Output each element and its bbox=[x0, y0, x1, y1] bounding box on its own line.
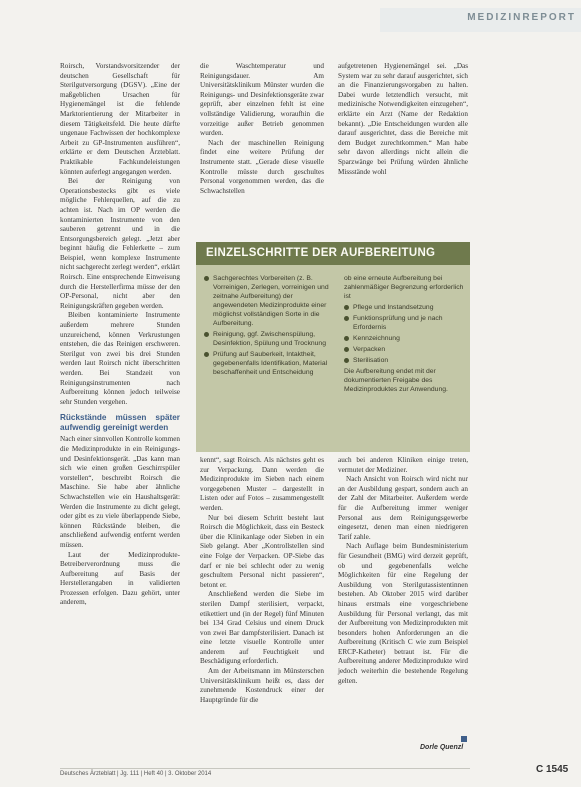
list-item bbox=[344, 314, 470, 332]
section-label: MEDIZINREPORT bbox=[467, 12, 576, 23]
subheading: Rückstände müssen später aufwendig gereinigt werden bbox=[60, 413, 180, 433]
list-intro-text: ob eine erneute Aufbereitung bei zahlenmäßiger Begrenzung erforderlich ist bbox=[344, 275, 464, 300]
list-item-text: Pflege und Instandsetzung bbox=[353, 304, 434, 311]
list-item bbox=[344, 334, 470, 343]
article-column-1 bbox=[60, 62, 180, 608]
list-item-text: Prüfung auf Sauberkeit, Intaktheit, gegebenenfalls Identifikation, Material beschaffenheit und Entscheidung bbox=[213, 351, 328, 376]
body-paragraph: Bleiben kontaminierte Instrumente außerdem mehrere Stunden unzureichend, können Verkrustungen entstehen, die das Reinigen erschweren. Sterilgut von zwei bis drei Stunden werden laut Roirsch nicht überschritten werden. Bei Standzeit von Reinigungsinstrumenten nach Aufbereitung können jedoch teilweise sehr Stunden vergehen. bbox=[60, 311, 180, 406]
bullet-icon bbox=[344, 316, 349, 321]
body-paragraph: Bei der Reinigung von Operationsbestecks gibt es viele mögliche Fehlerquellen, auf die zu achten ist. Nach im OP werden die kontaminierten Instrumente von den sauberen getrennt und in die Entsorgungsbereich gelegt. „Jetzt aber beginnt häufig die Fehlerkette – zum Beispiel, wenn komplexe Instrumente nicht sachgerecht zerlegt werden“, erklärt Roirsch. Eine entsprechende Einweisung durch die Herstellerfirma müsse der den OP-Personal, nicht aber den Reinigungskräften gegeben werden. bbox=[60, 177, 180, 310]
author-name: Dorle Quenzl bbox=[420, 744, 464, 751]
body-paragraph: Nur bei diesem Schritt besteht laut Roirsch die Möglichkeit, dass ein Besteck über die Klinikanlage oder Sieben in ein Sieb gelangt. Aber „Kontrollstellen sind eine Folge der Verpacken. OP-Siebe das darf er nie bei schlecht oder zu wenig geschultem Personal nicht passieren“, betont er. bbox=[200, 513, 324, 589]
bullet-icon bbox=[204, 276, 209, 281]
body-paragraph: Nach Auflage beim Bundesministerium für Gesundheit (BMG) wird derzeit geprüft, ob und gegebenenfalls welche Möglichkeiten für eine Regelung der Ausbildung von Sterilgutassistentinnen bestehen. Ab Oktober 2015 wird darüber hinaus erstmals eine vorgeschriebene Ausbildung für Personal verlangt, das mit der Aufbereitung von Medizinprodukten mit besonders hohen Anforderungen an die Aufbereitung (Kritisch C wie zum Beispiel ERCP-Katheter) betraut ist. Für die Aufbereitung anderer Medizinprodukte wird jedoch weiterhin die bestehende Regelung gelten. bbox=[338, 542, 468, 685]
body-paragraph: Nach einer sinnvollen Kontrolle kommen die Medizinprodukte in ein Reinigungs- und Desinfektionsgerät. „Das kann man sich wie einen großen Geschirrspüler vorstellen“, beschreibt Roirsch die Maschine. Sie habe aber ähnliche Schwachstellen wie ein Haushaltsgerät: Werden die Instrumente zu dicht gelegt, oder gibt es zu viele überlappende Siebe, können Rückstände bleiben, die anschließend aufwendig entfernt werden müssen. bbox=[60, 435, 180, 549]
list-item bbox=[204, 274, 332, 328]
body-paragraph: die Waschtemperatur und Reinigungsdauer. Am Universitätsklinikum Münster wurden die Reinigungs- und Desinfektionsgeräte zwar geprüft, aber einzelnen fehlt ist eine vollständige Validierung, woraufhin die vorzeitige außer Betrieb genommen wurden. bbox=[200, 62, 324, 138]
bullet-icon bbox=[344, 358, 349, 363]
body-paragraph: Am der Arbeitsmann im Münsterschen Universitätsklinikum heißt es, dass der zunehmende Kostendruck einer der Hauptgründe für die bbox=[200, 667, 324, 704]
page-footer: Deutsches Ärzteblatt | Jg. 111 | Heft 40 | 3. Oktober 2014 bbox=[60, 768, 470, 777]
article-column-3-lower bbox=[338, 456, 468, 686]
bullet-icon bbox=[204, 352, 209, 357]
list-item-text: Kennzeichnung bbox=[353, 335, 400, 342]
list-outro-text: Die Aufbereitung endet mit der dokumentierten Freigabe des Medizinproduktes zur Anwendung. bbox=[344, 368, 448, 393]
info-box-title: EINZELSCHRITTE DER AUFBEREITUNG bbox=[196, 242, 470, 265]
list-item bbox=[344, 303, 470, 312]
list-item-text: Funktionsprüfung und je nach Erfordernis bbox=[353, 315, 443, 331]
bullet-icon bbox=[204, 332, 209, 337]
body-paragraph: Nach der maschinellen Reinigung findet eine weitere Prüfung der Instrumente statt. „Gerade diese visuelle Kontrolle müsste durch geschultes Personal vorgenommen werden, das die Schwachstellen bbox=[200, 138, 324, 195]
bullet-icon bbox=[344, 336, 349, 341]
section-header-band bbox=[380, 8, 581, 32]
list-item bbox=[204, 350, 332, 377]
list-item-text: Sachgerechtes Vorbereiten (z. B. Vorreinigen, Zerlegen, vorreinigen und zeitnahe Aufbereitung) der angewendeten Medizinprodukte einer möglichst vollständigen Sorte in die Aufbereitung. bbox=[213, 275, 329, 327]
article-column-2-lower bbox=[200, 456, 324, 705]
body-paragraph: Roirsch, Vorstandsvorsitzender der deutschen Gesellschaft für Sterilgutversorgung (DGSV). „Eine der maßgeblichen Ursachen für Hygienemängel ist die fehlende Marktorientierung der Mitarbeiter in diesem Tätigkeitsfeld. Die heute dürfte ungenaue Fachwissen der hochkomplexe Arbeit zu GP-Instrumenten ausführen“, erklärte er dem Deutschen Ärzteblatt. Praktikable Fachkundeleistungen könnten auferlegt angegangen werden. bbox=[60, 62, 180, 176]
info-box bbox=[196, 242, 470, 452]
info-box-content bbox=[204, 274, 462, 444]
list-item bbox=[344, 345, 470, 354]
list-item-text: Reinigung, ggf. Zwischenspülung, Desinfektion, Spülung und Trocknung bbox=[213, 331, 326, 347]
article-end-mark bbox=[461, 736, 467, 742]
article-column-3 bbox=[338, 62, 468, 177]
list-item-text: Sterilisation bbox=[353, 357, 389, 364]
body-paragraph: Anschließend werden die Siebe im sterilen Dampf sterilisiert, verpackt, etikettiert und (in der Regel) fünf Minuten bei 134 Grad Celsius und einem Druck von zwei Bar dampfsterilisiert. Danach ist eine letzte visuelle Kontrolle unter anderem auf Feuchtigkeit und Beschädigung erforderlich. bbox=[200, 590, 324, 666]
body-paragraph: kennt“, sagt Roirsch. Als nächstes geht es zur Verpackung. Dann werden die Medizinprodukte im Sieben nach einem vorgegebenen Muster – dargestellt in Listen oder auf Fotos – zusammengestellt werden. bbox=[200, 456, 324, 512]
info-box-right-column bbox=[344, 274, 470, 396]
list-item bbox=[204, 330, 332, 348]
list-item bbox=[344, 356, 470, 365]
list-item-text: Verpacken bbox=[353, 346, 386, 353]
body-paragraph: aufgetretenen Hygienemängel sei. „Das System war zu sehr darauf ausgerichtet, sich an die Finanzierungsvorgaben zu halten. Dabei wurde letztendlich versucht, mit medizinische Notwendigkeiten einzugehen“, erklärte ein Arzt (Name der Redaktion bekannt). „Die Entscheidungen wurden alle darauf ausgerichtet, dass die Bereiche mit dem Budget zurechtkommen.“ Man habe sehr davon allerdings nicht allein die Sparzwänge bei Prüfung würden ähnliche Missstände wohl bbox=[338, 62, 468, 176]
body-paragraph: Nach Ansicht von Roirsch wird nicht nur an der Ausbildung gespart, sondern auch an der Zahl der Mitarbeiter. Außerdem werde für die Aufbereitung immer weniger Personal aus dem Reinigungsgewerbe eingesetzt, denen man einen niedrigeren Tarif zahle. bbox=[338, 475, 468, 541]
body-paragraph: auch bei anderen Kliniken einige treten, vermutet der Mediziner. bbox=[338, 456, 468, 474]
page-number: C 1545 bbox=[536, 764, 569, 775]
article-column-2 bbox=[200, 62, 324, 196]
info-box-left-column bbox=[204, 274, 332, 379]
bullet-icon bbox=[344, 305, 349, 310]
body-paragraph: Laut der Medizinprodukte-Betreiberverordnung muss die Aufbereitung auf Basis der Herstellerangaben in validierten Prozessen erfolgen. Dazu gehört, unter anderem, bbox=[60, 550, 180, 607]
bullet-icon bbox=[344, 347, 349, 352]
